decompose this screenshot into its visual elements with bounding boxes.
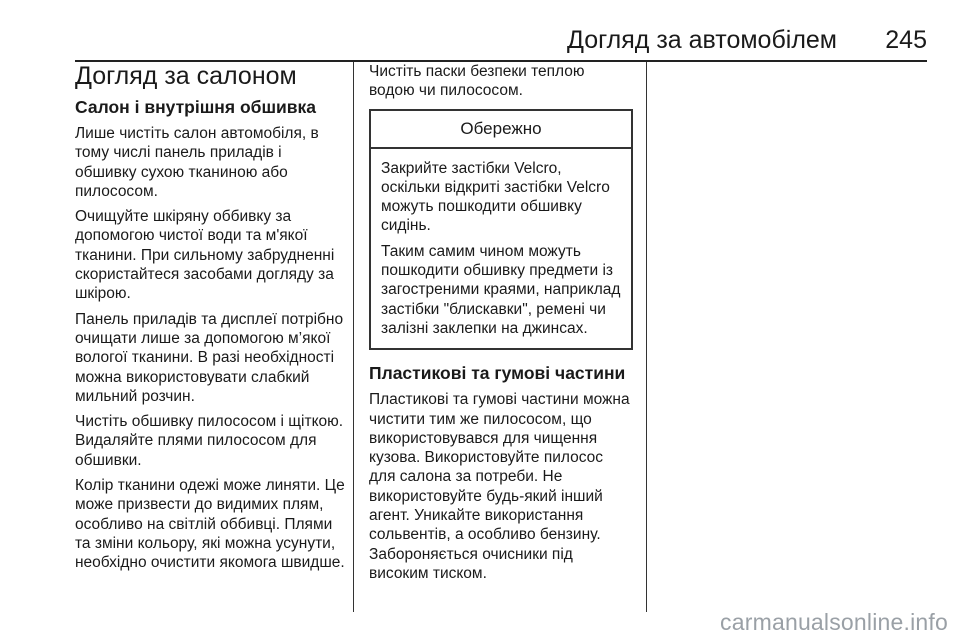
- paragraph: Очищуйте шкіряну оббивку за допомогою чистої води та м'якої тканини. При сильному забрудненні скористайтеся засобами догляду за шкірою.: [75, 208, 335, 303]
- column-divider-left: [353, 62, 354, 612]
- paragraph: Колір тканини одежі може линяти. Це може призвести до видимих плям, особливо на світлій оббивці. Плями та зміни кольору, які можна усунути, необхідно очистити якомога швидше.: [75, 477, 345, 572]
- caution-box: [369, 109, 633, 351]
- column-divider-right: [646, 62, 647, 612]
- subsection-title-interior: Салон і внутрішня обшивка: [75, 97, 317, 117]
- watermark: carmanualsonline.info: [720, 609, 948, 635]
- header-title: Догляд за автомобілем: [566, 26, 837, 54]
- section-title: Догляд за салоном: [75, 62, 297, 90]
- page-header: [75, 22, 927, 62]
- caution-body: [371, 149, 631, 349]
- caution-paragraph: Закрийте застібки Velcro, оскільки відкриті застібки Velcro можуть пошкодити обшивку сидінь.: [381, 159, 610, 235]
- column-middle: [369, 62, 633, 589]
- page-number: 245: [885, 26, 927, 54]
- caution-paragraph: Таким самим чином можуть пошкодити обшивку предмети із загостреними краями, наприклад застібки "блискавки", ремені чи залізні заклепки на джинсах.: [381, 242, 621, 337]
- paragraph-seat-belts: Чистіть паски безпеки теплою водою чи пилососом.: [369, 63, 585, 100]
- column-left: [75, 62, 345, 579]
- subsection-title-plastic: Пластикові та гумові частини: [369, 363, 626, 384]
- paragraph: Панель приладів та дисплеї потрібно очищати лише за допомогою м’якої вологої тканини. В разі необхідності можна використовувати слабкий мильний розчин.: [75, 310, 344, 405]
- caution-title: Обережно: [371, 111, 631, 149]
- paragraph: Лише чистіть салон автомобіля, в тому числі панель приладів і обшивку сухою тканиною або пилососом.: [75, 125, 319, 200]
- paragraph: Чистіть обшивку пилососом і щіткою. Видаляйте плями пилососом для обшивки.: [75, 413, 344, 469]
- paragraph-plastic: Пластикові та гумові частини можна чистити тим же пилососом, що використовувався для чищення кузова. Використовуйте пилосос для салона за потреби. Не використовуйте будь-який інший агент. Уникайте використання сольвентів, а особливо бензину. Забороняється очисники під високим тиском.: [369, 391, 630, 582]
